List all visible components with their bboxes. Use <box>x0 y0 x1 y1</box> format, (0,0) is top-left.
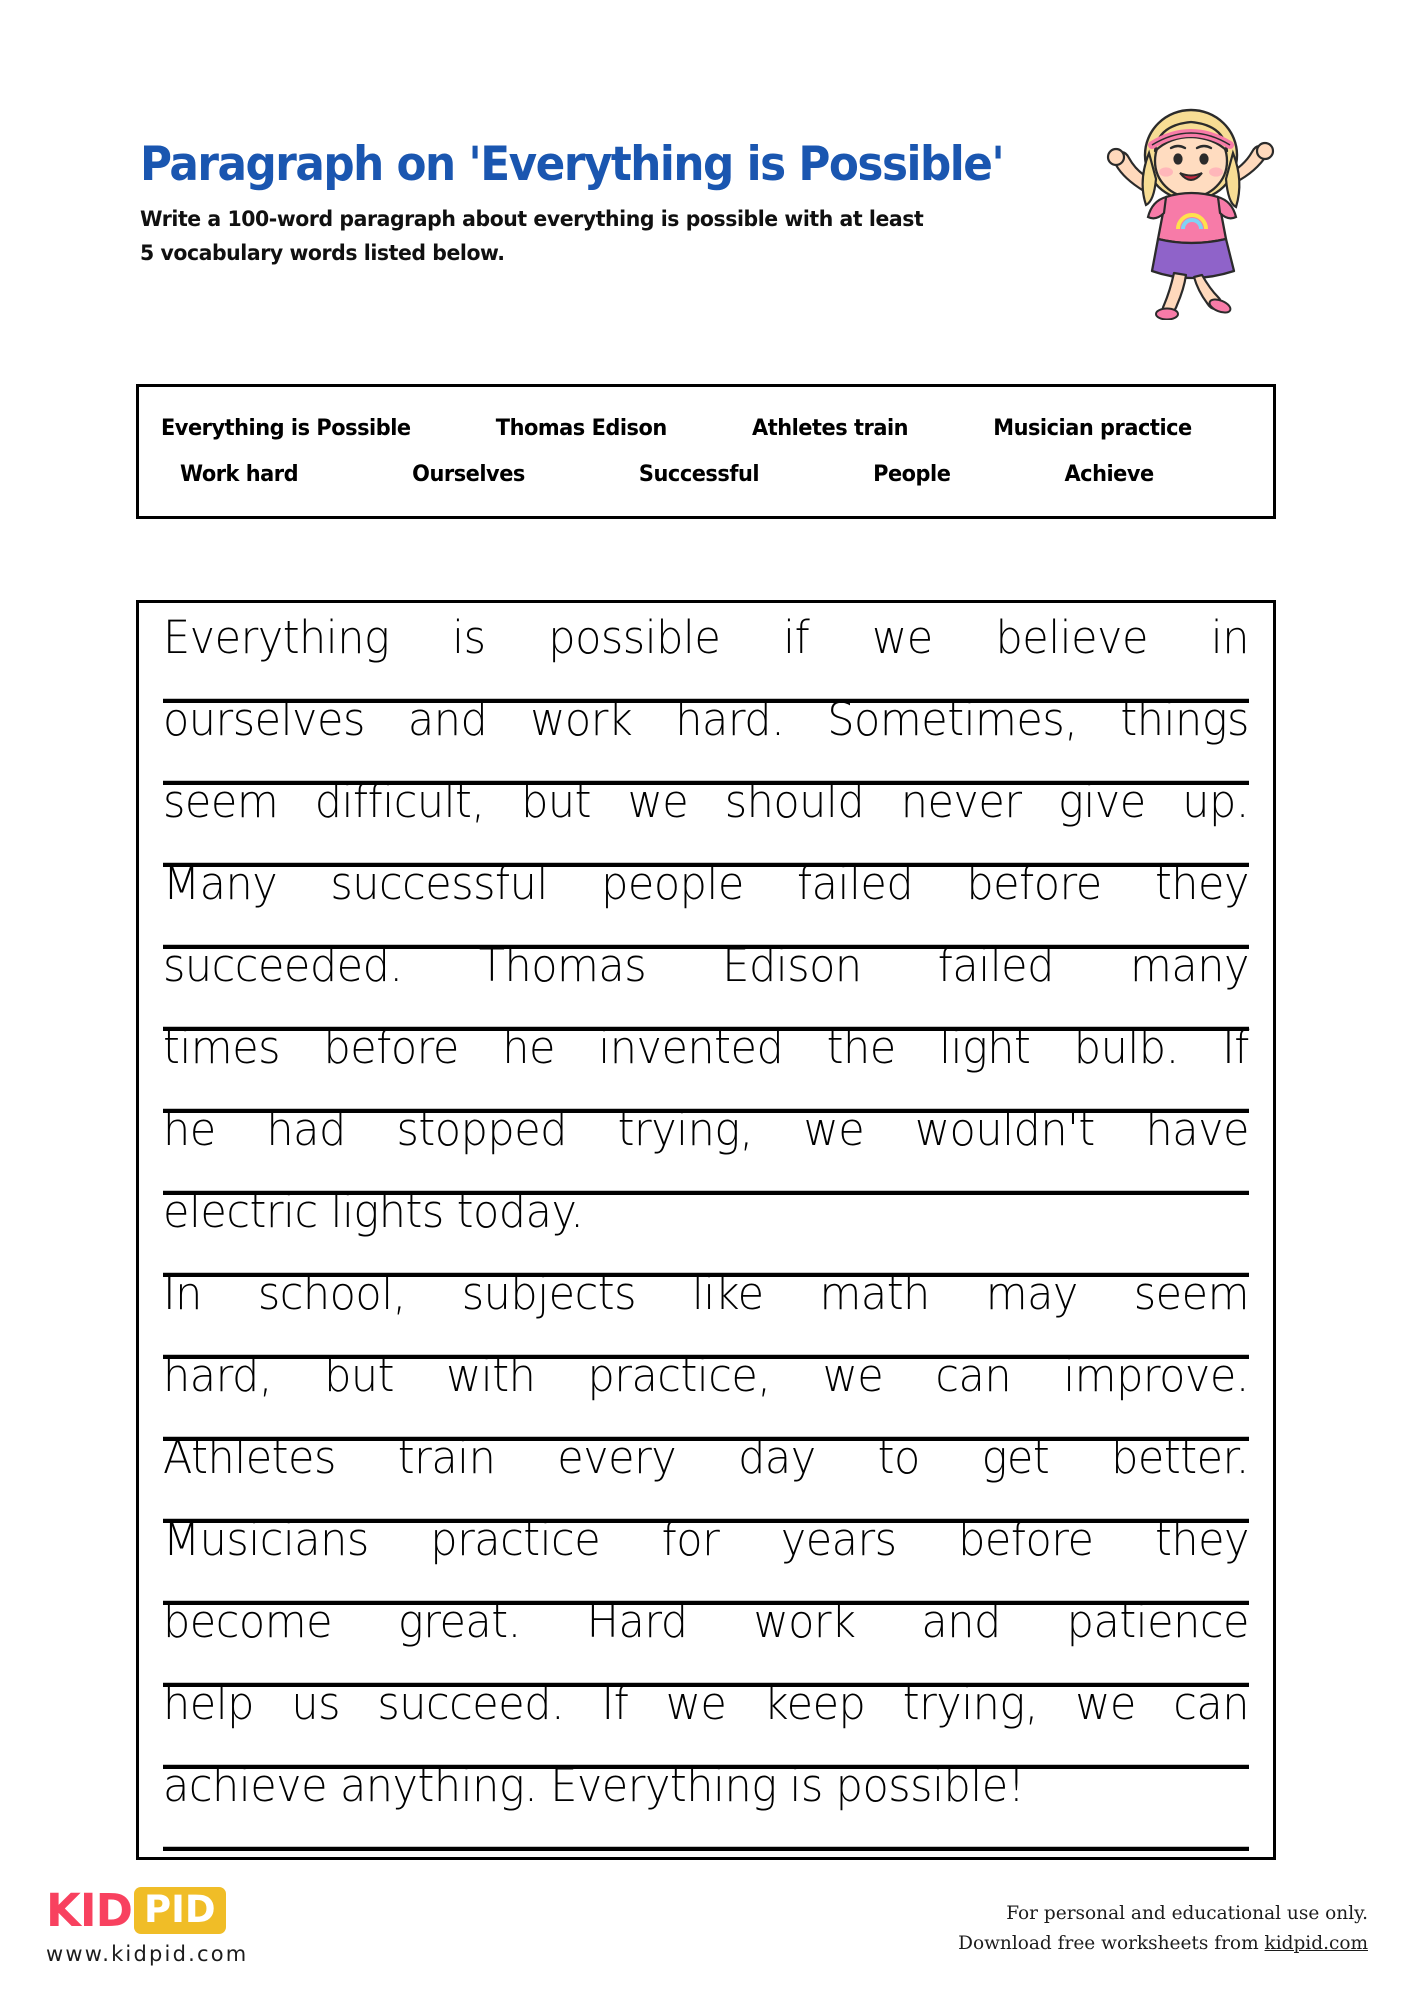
answer-word: trying, <box>902 1677 1038 1731</box>
answer-line <box>163 857 1249 949</box>
answer-word: possible! <box>835 1759 1025 1813</box>
answer-word: seem <box>163 775 279 829</box>
answer-word: work <box>530 693 633 747</box>
answer-word: invented <box>598 1021 784 1075</box>
answer-word: we <box>627 775 689 829</box>
answer-word: they <box>1154 1513 1249 1567</box>
answer-word: can <box>935 1349 1012 1403</box>
answer-line <box>163 1103 1249 1195</box>
answer-word: possible <box>548 611 721 665</box>
answer-word: if <box>783 611 810 665</box>
answer-word: keep <box>763 1677 866 1731</box>
answer-word: improve. <box>1063 1349 1249 1403</box>
answer-word: ourselves <box>163 693 365 747</box>
answer-word: but <box>324 1349 395 1403</box>
answer-line <box>163 611 1249 703</box>
answer-word: before <box>966 857 1102 911</box>
worksheet-instructions <box>140 203 1100 270</box>
answer-word: train <box>397 1431 496 1485</box>
answer-word: In <box>163 1267 202 1321</box>
instructions-line-2: 5 vocabulary words listed below. <box>140 240 505 266</box>
answer-word: but <box>521 775 592 829</box>
answer-word: subjects <box>461 1267 636 1321</box>
vocabulary-word: Successful <box>638 462 760 487</box>
answer-line <box>163 1267 1249 1359</box>
answer-word: should <box>724 775 865 829</box>
answer-line <box>163 1677 1249 1769</box>
answer-word: wouldn't <box>914 1103 1095 1157</box>
answer-line <box>163 939 1249 1031</box>
answer-word: they <box>1154 857 1249 911</box>
answer-word: failed <box>937 939 1054 993</box>
vocabulary-word: Achieve <box>1064 462 1154 487</box>
answer-word: stopped <box>396 1103 567 1157</box>
answer-word: work <box>753 1595 856 1649</box>
answer-word: Everything <box>163 611 390 665</box>
vocabulary-row-2 <box>161 452 1197 498</box>
footer-usage-note <box>958 1899 1368 1960</box>
answer-line <box>163 1759 1249 1851</box>
answer-word: succeed. <box>377 1677 565 1731</box>
footer-note-prefix: Download free worksheets from <box>958 1933 1265 1955</box>
logo-kid-text: KID <box>46 1883 132 1937</box>
kidpid-logo[interactable] <box>46 1885 248 1966</box>
answer-line <box>163 1021 1249 1113</box>
footer-note-line-2 <box>958 1929 1368 1960</box>
answer-word: can <box>1173 1677 1249 1731</box>
answer-line <box>163 693 1249 785</box>
answer-word: Many <box>163 857 278 911</box>
answer-word: like <box>691 1267 764 1321</box>
answer-word: with <box>446 1349 536 1403</box>
answer-word: people <box>601 857 744 911</box>
answer-word: in <box>1210 611 1249 665</box>
answer-word: for <box>661 1513 720 1567</box>
answer-word: successful <box>330 857 548 911</box>
logo-lockup <box>46 1885 248 1935</box>
kidpid-link[interactable]: kidpid.com <box>1264 1933 1368 1955</box>
answer-word: have <box>1145 1103 1249 1157</box>
answer-word: he <box>502 1021 555 1075</box>
answer-word: hard, <box>163 1349 272 1403</box>
answer-word: If <box>601 1677 629 1731</box>
answer-word: we <box>665 1677 727 1731</box>
answer-word: day <box>738 1431 816 1485</box>
answer-word: become <box>163 1595 333 1649</box>
logo-pid-text: PID <box>134 1887 226 1934</box>
answer-word: we <box>1075 1677 1136 1731</box>
answer-word: he <box>163 1103 216 1157</box>
answer-line <box>163 1513 1249 1605</box>
vocabulary-word: Ourselves <box>412 462 525 487</box>
page-title: Paragraph on 'Everything is Possible' <box>140 137 1004 192</box>
answer-word: better. <box>1111 1431 1249 1485</box>
vocabulary-word: Athletes train <box>751 416 909 441</box>
answer-word: Edison <box>722 939 862 993</box>
vocabulary-word: Musician practice <box>993 416 1192 441</box>
vocabulary-word: Thomas Edison <box>495 416 667 441</box>
page-footer <box>0 1860 1414 2000</box>
answer-word: seem <box>1133 1267 1249 1321</box>
answer-word: and <box>921 1595 1001 1649</box>
answer-word: never <box>900 775 1022 829</box>
answer-word: anything. <box>339 1759 538 1813</box>
answer-word: Hard <box>586 1595 688 1649</box>
answer-word: we <box>822 1349 884 1403</box>
answer-word: is <box>789 1759 823 1813</box>
girl-jumping-illustration <box>1094 105 1294 320</box>
answer-word: light <box>939 1021 1031 1075</box>
answer-word: every <box>557 1431 677 1485</box>
answer-word: is <box>452 611 486 665</box>
answer-word: Thomas <box>478 939 647 993</box>
answer-word: before <box>323 1021 459 1075</box>
answer-word: difficult, <box>314 775 485 829</box>
answer-word: times <box>163 1021 281 1075</box>
answer-word: today. <box>456 1185 584 1239</box>
answer-word: give <box>1058 775 1146 829</box>
answer-word: we <box>803 1103 865 1157</box>
answer-word: lights <box>330 1185 444 1239</box>
answer-word: Athletes <box>163 1431 336 1485</box>
answer-word: had <box>266 1103 346 1157</box>
answer-word: up. <box>1182 775 1249 829</box>
answer-line <box>163 1431 1249 1523</box>
logo-website-url: www.kidpid.com <box>46 1942 249 1966</box>
vocabulary-row-1 <box>161 406 1197 452</box>
answer-word: bulb. <box>1073 1021 1179 1075</box>
answer-line <box>163 1595 1249 1687</box>
vocabulary-word: Everything is Possible <box>161 416 411 441</box>
answer-word: If <box>1222 1021 1249 1075</box>
answer-word: Everything <box>550 1759 777 1813</box>
answer-word: get <box>981 1431 1050 1485</box>
answer-word: us <box>291 1677 340 1731</box>
answer-word: may <box>985 1267 1078 1321</box>
vocabulary-word: Work hard <box>180 462 299 487</box>
answer-word: and <box>407 693 488 747</box>
answer-word: practice, <box>587 1349 771 1403</box>
answer-line <box>163 775 1249 867</box>
answer-box[interactable] <box>136 600 1276 1860</box>
vocabulary-word: People <box>873 462 951 487</box>
answer-word: great. <box>397 1595 521 1649</box>
answer-word: we <box>872 611 933 665</box>
answer-word: patience <box>1066 1595 1249 1649</box>
answer-word: hard. <box>675 693 785 747</box>
instructions-line-1: Write a 100-word paragraph about everything is possible with at least <box>140 207 924 233</box>
answer-word: math <box>819 1267 930 1321</box>
worksheet-header <box>140 137 1160 270</box>
answer-line <box>163 1349 1249 1441</box>
footer-note-line-1: For personal and educational use only. <box>1006 1902 1368 1924</box>
answer-word: believe <box>995 611 1148 665</box>
answer-word: electric <box>163 1185 318 1239</box>
answer-word: failed <box>797 857 914 911</box>
answer-word: achieve <box>163 1759 328 1813</box>
answer-word: trying, <box>617 1103 753 1157</box>
answer-word: the <box>826 1021 896 1075</box>
answer-word: succeeded. <box>163 939 403 993</box>
vocabulary-box <box>136 384 1276 519</box>
answer-word: Musicians <box>163 1513 369 1567</box>
answer-word: help <box>163 1677 254 1731</box>
answer-word: to <box>877 1431 920 1485</box>
answer-word: practice <box>430 1513 601 1567</box>
answer-word: Sometimes, <box>827 693 1078 747</box>
answer-word: years <box>780 1513 897 1567</box>
answer-word: before <box>958 1513 1094 1567</box>
answer-word: many <box>1130 939 1249 993</box>
answer-line <box>163 1185 1249 1277</box>
answer-word: school, <box>257 1267 406 1321</box>
answer-word: things <box>1120 693 1249 747</box>
